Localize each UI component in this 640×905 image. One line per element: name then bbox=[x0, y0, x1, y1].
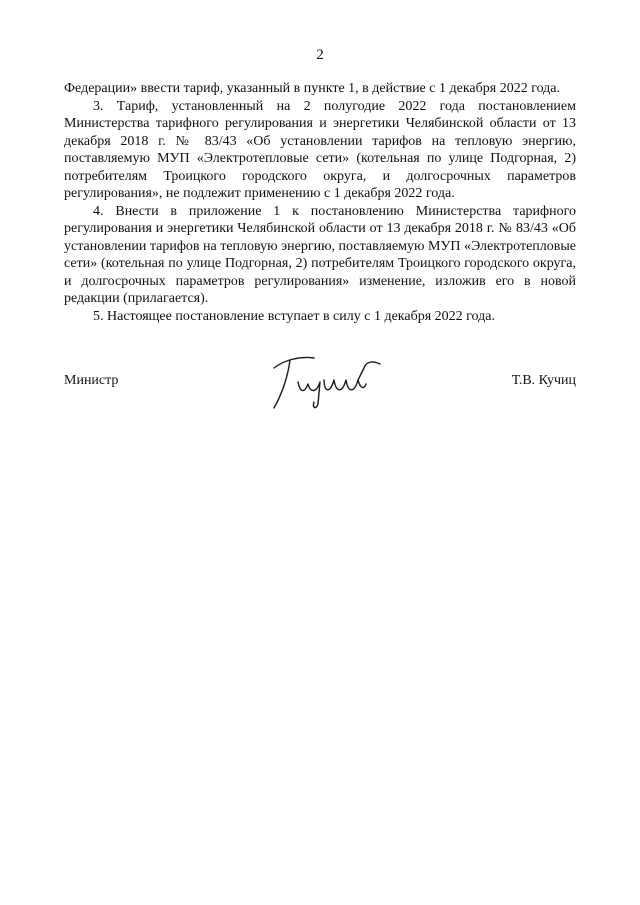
paragraph-continuation: Федерации» ввести тариф, указанный в пункте 1, в действие с 1 декабря 2022 года. bbox=[64, 81, 561, 96]
signatory-title: Министр bbox=[64, 373, 119, 388]
paragraph-item-5: 5. Настоящее постановление вступает в силу с 1 декабря 2022 года. bbox=[93, 308, 495, 324]
paragraph-item-3: 3. Тариф, установленный на 2 полугодие 2022 года постановлением Министерства тарифного регулирования и энергетики Челябинской области от 13 декабря 2018 г. № 83/43 «Об установлении тарифов на тепловую энергию, поставляемую МУП «Электротепловые сети» (котельная по улице Подгорная, 2) потребителям Троицкого городского округа, и долгосрочных параметров регулирования», не подлежит применению с 1 декабря 2022 года. bbox=[64, 98, 576, 201]
handwritten-signature bbox=[260, 346, 400, 416]
signature-block bbox=[64, 366, 576, 426]
page-number: 2 bbox=[316, 47, 324, 63]
document-body bbox=[64, 80, 576, 325]
paragraph-item-4: 4. Внести в приложение 1 к постановлению Министерства тарифного регулирования и энергетики Челябинской области от 13 декабря 2018 г. № 83/43 «Об установлении тарифов на тепловую энергию, поставляемую МУП «Электротепловые сети» (котельная по улице Подгорная, 2) потребителям Троицкого городского округа, и долгосрочных параметров регулирования» изменение, изложив его в новой редакции (прилагается). bbox=[64, 203, 576, 306]
signatory-name: Т.В. Кучиц bbox=[511, 373, 576, 388]
